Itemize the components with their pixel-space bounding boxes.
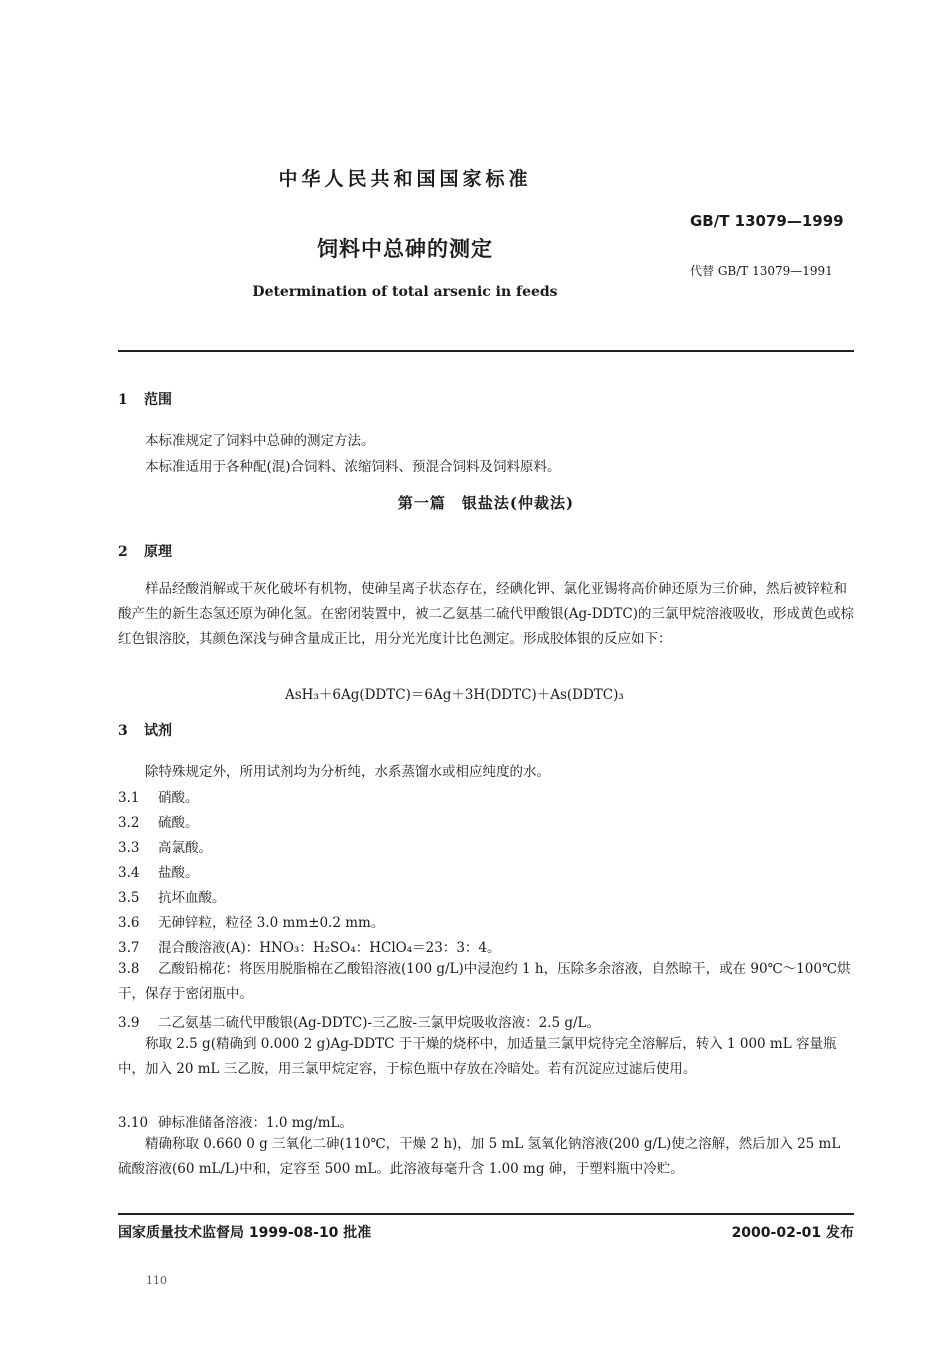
section-title: 范围 (144, 392, 172, 408)
item-number: 3.4 (118, 865, 140, 881)
replaces-standard: 代替 GB/T 13079—1991 (690, 264, 833, 278)
item-text: 混合酸溶液(A)：HNO₃：H₂SO₄：HClO₄＝23：3：4。 (158, 940, 501, 956)
section-heading-scope (118, 389, 172, 409)
section-title: 原理 (144, 544, 172, 560)
section-number: 2 (118, 544, 128, 560)
item-text: 抗坏血酸。 (158, 890, 226, 906)
item-number: 3.7 (118, 940, 140, 956)
reagent-item (118, 1011, 600, 1031)
reagent-item (118, 811, 199, 831)
scope-line-2: 本标准适用于各种配(混)合饲料、浓缩饲料、预混合饲料及饲料原料。 (145, 459, 561, 475)
national-standard-heading: 中华人民共和国国家标准 (278, 168, 532, 190)
item-text: 乙酸铅棉花：将医用脱脂棉在乙酸铅溶液(100 g/L)中浸泡约 1 h，压除多余溶液，自然晾干，或在 90℃～100℃烘干，保存于密闭瓶中。 (118, 961, 851, 1002)
item-text: 硫酸。 (158, 815, 199, 831)
item-text: 二乙氨基二硫代甲酸银(Ag-DDTC)-三乙胺-三氯甲烷吸收溶液：2.5 g/L。 (158, 1015, 601, 1031)
reagent-3-10-detail: 精确称取 0.660 0 g 三氧化二砷(110℃，干燥 2 h)，加 5 mL 氢氧化钠溶液(200 g/L)使之溶解，然后加入 25 mL 硫酸溶液(60 mL/L)中和，定容至 500 mL。此溶液每毫升含 1.00 mg 砷，于塑料瓶中冷贮。 (118, 1136, 841, 1177)
item-number: 3.8 (118, 961, 140, 977)
section-title: 试剂 (144, 723, 172, 739)
document-title: 饲料中总砷的测定 (317, 237, 493, 261)
scope-line-1: 本标准规定了饲料中总砷的测定方法。 (145, 433, 375, 449)
section-heading-principle (118, 541, 172, 561)
reaction-formula: AsH₃＋6Ag(DDTC)＝6Ag＋3H(DDTC)＋As(DDTC)₃ (285, 687, 624, 703)
standard-number: GB/T 13079—1999 (690, 212, 844, 230)
reagent-item (118, 861, 199, 881)
item-text: 无砷锌粒，粒径 3.0 mm±0.2 mm。 (158, 915, 385, 931)
reagent-item (118, 936, 501, 956)
reagent-item (118, 786, 199, 806)
item-text: 高氯酸。 (158, 840, 212, 856)
page-number: 110 (146, 1274, 167, 1287)
item-text: 砷标准储备溶液：1.0 mg/mL。 (158, 1115, 354, 1131)
item-number: 3.10 (118, 1115, 149, 1131)
section-number: 1 (118, 392, 128, 408)
item-text: 盐酸。 (158, 865, 199, 881)
reagent-item (118, 836, 212, 856)
item-number: 3.6 (118, 915, 140, 931)
footer-divider (118, 1213, 854, 1215)
document-title-english: Determination of total arsenic in feeds (252, 284, 558, 300)
item-number: 3.3 (118, 840, 140, 856)
issue-date: 2000-02-01 发布 (731, 1225, 854, 1241)
section-heading-reagents (118, 720, 172, 740)
item-number: 3.9 (118, 1015, 140, 1031)
reagents-intro: 除特殊规定外，所用试剂均为分析纯，水系蒸馏水或相应纯度的水。 (145, 764, 550, 780)
reagent-3-9-detail: 称取 2.5 g(精确到 0.000 2 g)Ag-DDTC 于干燥的烧杯中，加适量三氯甲烷待完全溶解后，转入 1 000 mL 容量瓶中，加入 20 mL 三乙胺，用三氯甲烷定容，于棕色瓶中存放在冷暗处。若有沉淀应过滤后使用。 (118, 1036, 837, 1077)
reagent-item (118, 957, 854, 1007)
reagent-item (118, 911, 384, 931)
header-divider (118, 350, 854, 352)
principle-paragraph: 样品经酸消解或干灰化破坏有机物，使砷呈离子状态存在，经碘化钾、氯化亚锡将高价砷还原为三价砷，然后被锌粒和酸产生的新生态氢还原为砷化氢。在密闭装置中，被二乙氨基二硫代甲酸银(Ag-DDTC)的三氯甲烷溶液吸收，形成黄色或棕红色银溶胶，其颜色深浅与砷含量成正比，用分光光度计比色测定。形成胶体银的反应如下： (118, 581, 854, 647)
reagent-item (118, 886, 226, 906)
reagent-item (118, 1111, 353, 1131)
part-title: 第一篇 银盐法(仲裁法) (397, 494, 575, 512)
item-number: 3.5 (118, 890, 140, 906)
approval-date: 国家质量技术监督局 1999-08-10 批准 (118, 1225, 372, 1241)
item-number: 3.2 (118, 815, 140, 831)
item-text: 硝酸。 (158, 790, 199, 806)
section-number: 3 (118, 723, 128, 739)
item-number: 3.1 (118, 790, 140, 806)
